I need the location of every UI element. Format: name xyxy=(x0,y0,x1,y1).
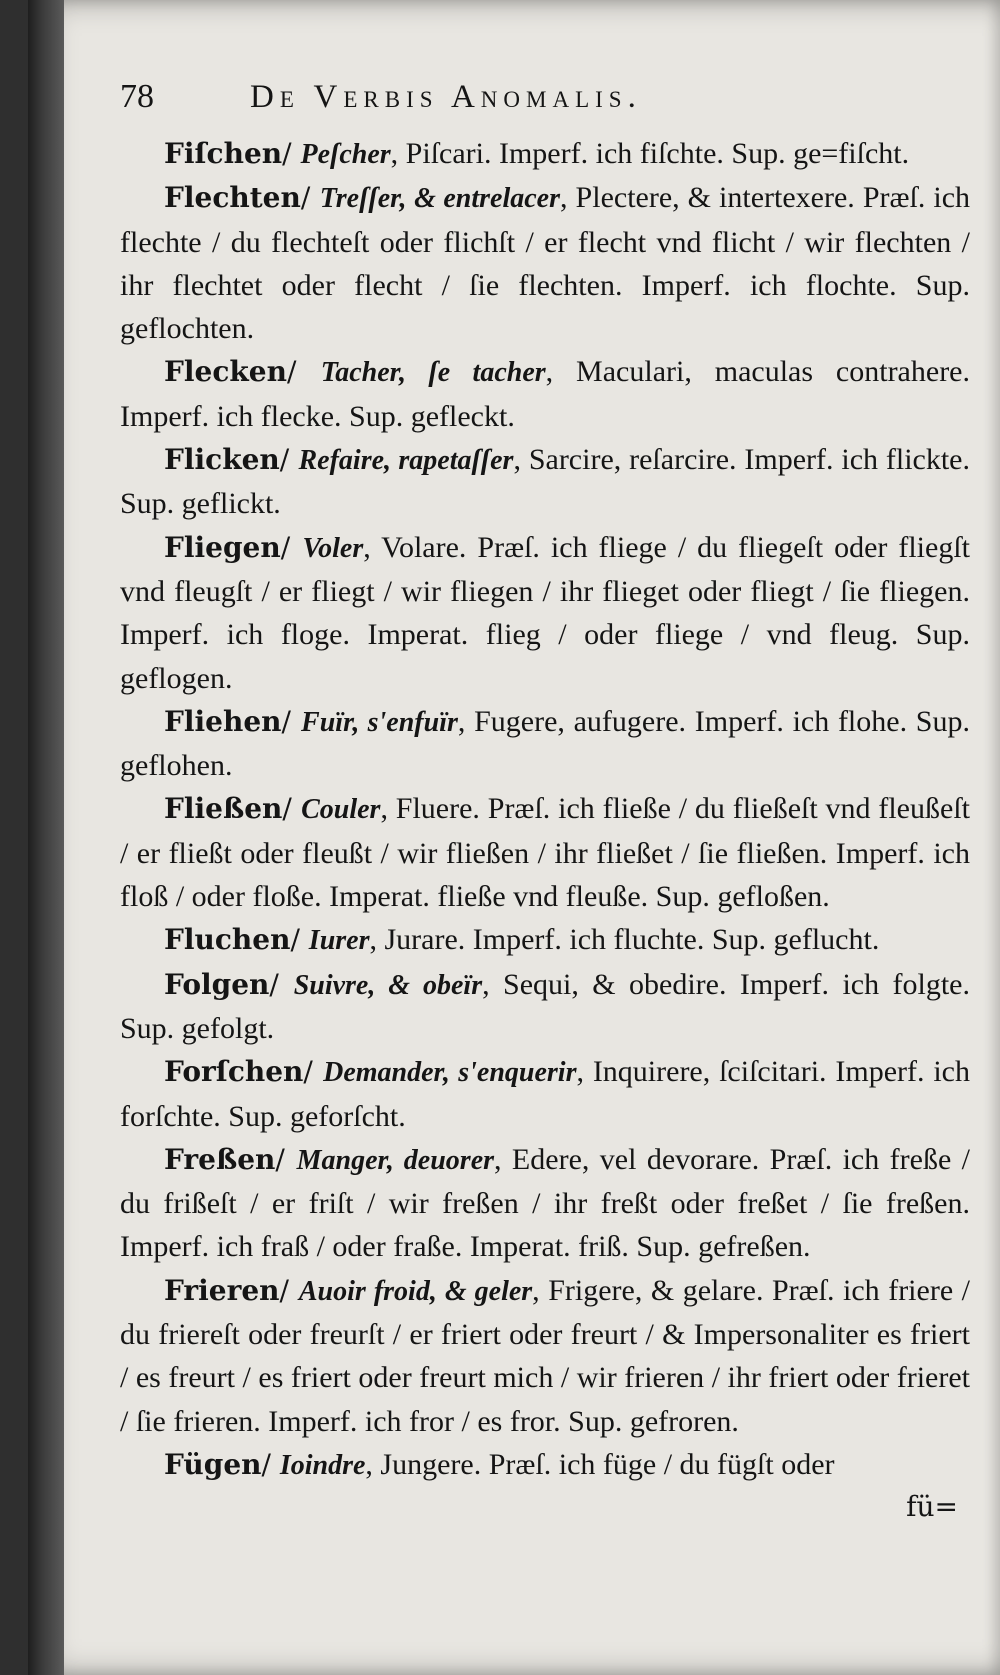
french-gloss: Demander, s'enquerir xyxy=(323,1057,577,1089)
verb-entry: Fliehen/ Fuïr, s'enfuïr, Fugere, aufugere. Imperf. ich flohe. Sup. geflohen. xyxy=(120,704,970,783)
german-verb: Flicken xyxy=(164,443,280,477)
french-gloss: Refaire, rapetaſſer xyxy=(298,445,514,477)
text-block xyxy=(120,78,970,1527)
verb-entry: Flecken/ Tacher, ſe tacher, Maculari, maculas contrahere. Imperf. ich flecke. Sup. gefleckt. xyxy=(120,355,970,433)
french-gloss: Auoir froid, & geler xyxy=(298,1275,533,1307)
german-verb: Flecken xyxy=(164,355,287,389)
french-gloss: Treſſer, & entrelacer xyxy=(319,183,561,215)
verb-entry: Fiſchen/ Peſcher, Piſcari. Imperf. ich fiſchte. Sup. ge=fiſcht. xyxy=(164,137,910,170)
french-gloss: Manger, deuorer xyxy=(296,1144,495,1176)
verb-entry: Fliegen/ Voler, Volare. Præſ. ich fliege / du fliegeſt oder fliegſt vnd fleugſt / er fliegt / wir fliegen / ihr flieget oder fliegt / ſie fliegen. Imperf. ich floge. Imperat. flieg / oder fliege / vnd fleug. Sup. geflogen. xyxy=(120,530,970,695)
entry-body: , Sarcire, reſarcire. Imperf. ich flickte. Sup. geflickt. xyxy=(120,443,970,521)
verb-entry: Fließen/ Couler, Fluere. Præſ. ich fließe / du fließeſt vnd fleußeſt / er fließt oder fleußt / wir fließen / ihr fließet / ſie fließen. Imperf. ich floß / oder floße. Imperat. fließe vnd fleuße. Sup. gefloßen. xyxy=(120,792,970,914)
german-verb: Folgen xyxy=(164,967,270,1001)
verb-entry: Flechten/ Treſſer, & entrelacer, Plectere, & intertexere. Præſ. ich flechte / du flechteſt oder flichſt / er flecht vnd flicht / wir flechten / ihr flechtet oder flecht / ſie flechten. Imperf. ich flochte. Sup. geflochten. xyxy=(120,181,971,346)
running-title: De Verbis Anomalis. xyxy=(250,79,642,115)
verb-entry: Fügen/ Ioindre, Jungere. Præſ. ich füge / du fügſt oder xyxy=(164,1447,835,1481)
verb-entry: Frieren/ Auoir froid, & geler, Frigere, & gelare. Præſ. ich friere / du friereſt oder freurſt / er friert oder freurt / & Impersonaliter es friert / es freurt / es friert oder freurt mich / wir frieren / ihr friert oder frieret / ſie frieren. Imperf. ich fror / es fror. Sup. gefroren. xyxy=(120,1273,970,1438)
verb-entry: Flicken/ Refaire, rapetaſſer, Sarcire, reſarcire. Imperf. ich flickte. Sup. geflickt. xyxy=(120,443,970,521)
entry-body: , Jurare. Imperf. ich fluchte. Sup. geflucht. xyxy=(369,923,880,957)
french-gloss: Fuïr, s'enfuïr xyxy=(301,706,458,738)
verb-entry: Folgen/ Suivre, & obeïr, Sequi, & obedire. Imperf. ich folgte. Sup. gefolgt. xyxy=(120,967,970,1045)
entry-body: , Sequi, & obedire. Imperf. ich folgte. Sup. gefolgt. xyxy=(120,967,970,1045)
german-verb: Fliehen xyxy=(164,704,282,738)
german-verb: Fließen xyxy=(164,792,283,826)
catchword: fü= xyxy=(906,1490,958,1524)
german-verb: Freßen xyxy=(164,1142,276,1176)
entry-body: , Edere, vel devorare. Præſ. ich freße / du frißeſt / er friſt / wir freßen / ihr freßt oder freßet / ſie freßen. Imperf. ich fraß / oder fraße. Imperat. friß. Sup. gefreßen. xyxy=(120,1142,971,1264)
french-gloss: Iurer xyxy=(308,925,370,957)
verb-entry: Fluchen/ Iurer, Jurare. Imperf. ich fluchte. Sup. geflucht. xyxy=(164,923,880,957)
french-gloss: Ioindre xyxy=(279,1449,366,1481)
french-gloss: Couler xyxy=(301,794,381,826)
german-verb: Fügen xyxy=(164,1447,262,1481)
book-gutter xyxy=(28,0,64,1675)
entry-body: , Plectere, & intertexere. Præſ. ich flechte / du flechteſt oder flichſt / er flecht vnd flicht / wir flechten / ihr flechtet oder flecht / ſie flechten. Imperf. ich flochte. Sup. geflochten. xyxy=(120,181,971,346)
entry-body: , Maculari, maculas contrahere. Imperf. ich flecke. Sup. gefleckt. xyxy=(120,355,970,433)
german-verb: Fluchen xyxy=(164,923,291,957)
entry-body: , Volare. Præſ. ich fliege / du fliegeſt oder fliegſt vnd fleugſt / er fliegt / wir fliegen / ihr flieget oder fliegt / ſie fliegen. Imperf. ich floge. Imperat. flieg / oder fliege / vnd fleug. Sup. geflogen. xyxy=(120,530,970,695)
german-verb: Fiſchen xyxy=(164,137,283,170)
french-gloss: Peſcher xyxy=(300,139,391,170)
page-number: 78 xyxy=(120,78,154,115)
verb-entries xyxy=(120,132,970,1487)
verb-entry: Forſchen/ Demander, s'enquerir, Inquirere, ſciſcitari. Imperf. ich forſchte. Sup. geforſcht. xyxy=(120,1055,970,1133)
page-header xyxy=(120,78,970,124)
french-gloss: Suivre, & obeïr xyxy=(293,969,483,1001)
entry-body: , Fugere, aufugere. Imperf. ich flohe. Sup. geflohen. xyxy=(120,704,970,783)
german-verb: Frieren xyxy=(164,1273,280,1307)
entry-body: , Jungere. Præſ. ich füge / du fügſt oder xyxy=(365,1447,835,1481)
french-gloss: Tacher, ſe tacher xyxy=(320,357,546,389)
german-verb: Flechten xyxy=(164,181,301,215)
book-page xyxy=(28,0,1000,1675)
verb-entry: Freßen/ Manger, deuorer, Edere, vel devorare. Præſ. ich freße / du frißeſt / er friſt / wir freßen / ihr freßt oder freßet / ſie freßen. Imperf. ich fraß / oder fraße. Imperat. friß. Sup. gefreßen. xyxy=(120,1142,971,1264)
entry-body: , Piſcari. Imperf. ich fiſchte. Sup. ge=fiſcht. xyxy=(390,137,910,170)
entry-body: , Inquirere, ſciſcitari. Imperf. ich forſchte. Sup. geforſcht. xyxy=(120,1055,970,1133)
entry-body: , Fluere. Præſ. ich fließe / du fließeſt vnd fleußeſt / er fließt oder fleußt / wir fließen / ihr fließet / ſie fließen. Imperf. ich floß / oder floße. Imperat. fließe vnd fleuße. Sup. gefloßen. xyxy=(120,792,970,914)
french-gloss: Voler xyxy=(302,532,364,564)
german-verb: Fliegen xyxy=(164,530,281,564)
entry-body: , Frigere, & gelare. Præſ. ich friere / du friereſt oder freurſt / er friert oder freurt / & Impersonaliter es friert / es freurt / es friert oder freurt mich / wir frieren / ihr friert oder frieret / ſie frieren. Imperf. ich fror / es fror. Sup. gefroren. xyxy=(120,1273,970,1438)
german-verb: Forſchen xyxy=(164,1055,304,1089)
